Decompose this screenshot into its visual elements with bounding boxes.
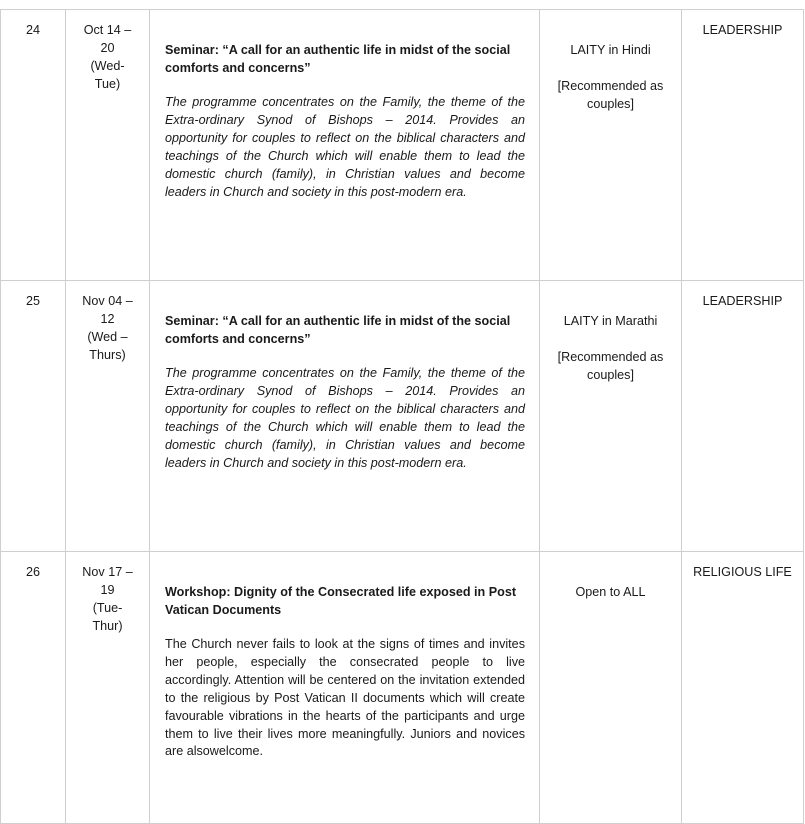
audience-note: [Recommended as couples] — [557, 350, 664, 382]
programme-details — [150, 281, 540, 552]
table-row — [1, 281, 804, 552]
programme-description: The programme concentrates on the Family, the theme of the Extra-ordinary Synod of Bishops – 2014. Provides an opportunity for couples to reflect on the biblical characters and teachings of the Church which will enable them to lead the domestic church (family), in Christian values and become leaders in Church and society in this post-modern era. — [165, 366, 525, 470]
date-line: Tue) — [94, 77, 121, 91]
date-line: Oct 14 – — [83, 23, 132, 37]
programme-audience — [540, 10, 682, 281]
date-line: (Wed- — [90, 59, 125, 73]
programme-category: RELIGIOUS LIFE — [682, 552, 804, 824]
programme-number: 24 — [1, 10, 66, 281]
programme-number: 25 — [1, 281, 66, 552]
audience-label: LAITY in Hindi — [570, 43, 651, 57]
programme-audience — [540, 552, 682, 824]
programme-title: Seminar: “A call for an authentic life in midst of the social comforts and concerns” — [165, 43, 511, 75]
programme-title: Seminar: “A call for an authentic life in midst of the social comforts and concerns” — [165, 314, 511, 346]
date-line: (Tue- — [92, 601, 123, 615]
programme-details — [150, 552, 540, 824]
programme-dates — [66, 10, 150, 281]
programme-dates — [66, 552, 150, 824]
programme-category: LEADERSHIP — [682, 281, 804, 552]
date-line: Nov 17 – — [82, 565, 133, 579]
programme-schedule-table — [0, 9, 804, 824]
audience-note: [Recommended as couples] — [557, 79, 664, 111]
programme-description: The Church never fails to look at the signs of times and invites her people, especially the consecrated people to live accordingly. Attention will be centered on the invitation extended to the religious by Post Vatican II documents which will create favourable vibrations in the hearts of the participants and urge them to live their lives more meaningfully. Juniors and novices are alsowelcome. — [165, 637, 525, 759]
programme-dates — [66, 281, 150, 552]
table-row — [1, 552, 804, 824]
programme-description: The programme concentrates on the Family, the theme of the Extra-ordinary Synod of Bishops – 2014. Provides an opportunity for couples to reflect on the biblical characters and teachings of the Church which will enable them to lead the domestic church (family), in Christian values and become leaders in Church and society in this post-modern era. — [165, 95, 525, 199]
programme-audience — [540, 281, 682, 552]
programme-title: Workshop: Dignity of the Consecrated life exposed in Post Vatican Documents — [165, 585, 517, 617]
date-line: (Wed – — [87, 330, 128, 344]
date-line: 19 — [100, 583, 115, 597]
date-line: 12 — [100, 312, 115, 326]
date-line: Thurs) — [89, 348, 126, 362]
audience-label: Open to ALL — [575, 585, 646, 599]
audience-label: LAITY in Marathi — [563, 314, 658, 328]
date-line: Thur) — [92, 619, 123, 633]
date-line: 20 — [100, 41, 115, 55]
table-row — [1, 10, 804, 281]
programme-details — [150, 10, 540, 281]
programme-category: LEADERSHIP — [682, 10, 804, 281]
date-line: Nov 04 – — [82, 294, 133, 308]
programme-number: 26 — [1, 552, 66, 824]
